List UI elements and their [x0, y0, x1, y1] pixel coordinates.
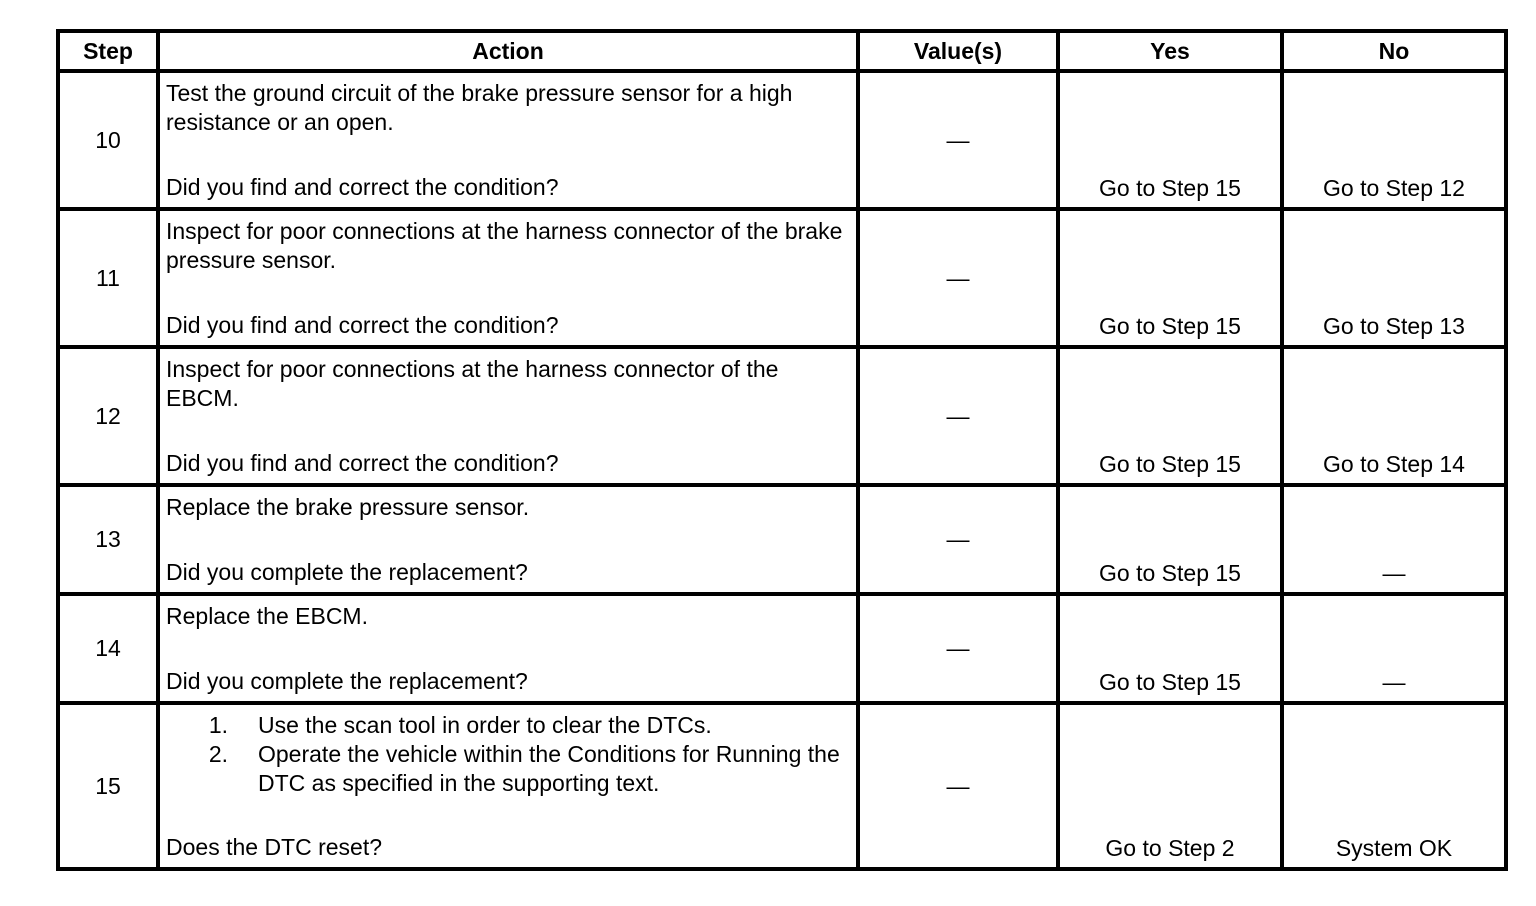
action-text: Replace the EBCM.: [166, 603, 368, 629]
header-step: Step: [58, 31, 158, 71]
value-cell: —: [858, 209, 1058, 347]
value-cell: —: [858, 485, 1058, 594]
step-number: 11: [58, 209, 158, 347]
no-result: System OK: [1282, 703, 1506, 869]
value-cell: —: [858, 703, 1058, 869]
table-row: [58, 485, 1506, 594]
action-cell: [158, 347, 858, 485]
list-text: Operate the vehicle within the Conditions for Running the DTC as specified in the supporting text.: [258, 741, 840, 796]
step-number: 12: [58, 347, 158, 485]
action-list: [166, 711, 848, 798]
header-no: No: [1282, 31, 1506, 71]
list-item: [166, 711, 848, 740]
no-result: Go to Step 14: [1282, 347, 1506, 485]
no-result: —: [1282, 594, 1506, 703]
table-row: [58, 71, 1506, 209]
list-number: 1.: [208, 712, 228, 738]
header-yes: Yes: [1058, 31, 1282, 71]
yes-result: Go to Step 15: [1058, 347, 1282, 485]
table-row: [58, 347, 1506, 485]
yes-result: Go to Step 15: [1058, 209, 1282, 347]
action-cell: [158, 209, 858, 347]
action-cell: [158, 71, 858, 209]
yes-result: Go to Step 15: [1058, 594, 1282, 703]
action-cell: [158, 485, 858, 594]
action-text: Inspect for poor connections at the harness connector of the brake pressure sensor.: [166, 218, 843, 273]
step-number: 14: [58, 594, 158, 703]
action-question: Does the DTC reset?: [166, 834, 383, 860]
no-result: Go to Step 13: [1282, 209, 1506, 347]
yes-result: Go to Step 15: [1058, 485, 1282, 594]
header-action: Action: [158, 31, 858, 71]
yes-result: Go to Step 15: [1058, 71, 1282, 209]
action-text: Inspect for poor connections at the harness connector of the EBCM.: [166, 356, 779, 411]
action-cell: [158, 703, 858, 869]
list-item: [166, 740, 848, 798]
list-text: Use the scan tool in order to clear the DTCs.: [258, 712, 712, 738]
table-row: [58, 703, 1506, 869]
table-row: [58, 209, 1506, 347]
diagnostic-table: [56, 29, 1508, 871]
action-text: Replace the brake pressure sensor.: [166, 494, 530, 520]
step-number: 13: [58, 485, 158, 594]
value-cell: —: [858, 71, 1058, 209]
action-text: Test the ground circuit of the brake pressure sensor for a high resistance or an open.: [166, 80, 793, 135]
no-result: Go to Step 12: [1282, 71, 1506, 209]
header-row: [58, 31, 1506, 71]
list-number: 2.: [208, 741, 228, 767]
action-cell: [158, 594, 858, 703]
header-values: Value(s): [858, 31, 1058, 71]
table-row: [58, 594, 1506, 703]
yes-result: Go to Step 2: [1058, 703, 1282, 869]
action-question: Did you find and correct the condition?: [166, 450, 559, 476]
no-result: —: [1282, 485, 1506, 594]
step-number: 10: [58, 71, 158, 209]
action-question: Did you complete the replacement?: [166, 559, 528, 585]
step-number: 15: [58, 703, 158, 869]
value-cell: —: [858, 594, 1058, 703]
action-question: Did you complete the replacement?: [166, 668, 528, 694]
action-question: Did you find and correct the condition?: [166, 174, 559, 200]
action-question: Did you find and correct the condition?: [166, 312, 559, 338]
value-cell: —: [858, 347, 1058, 485]
